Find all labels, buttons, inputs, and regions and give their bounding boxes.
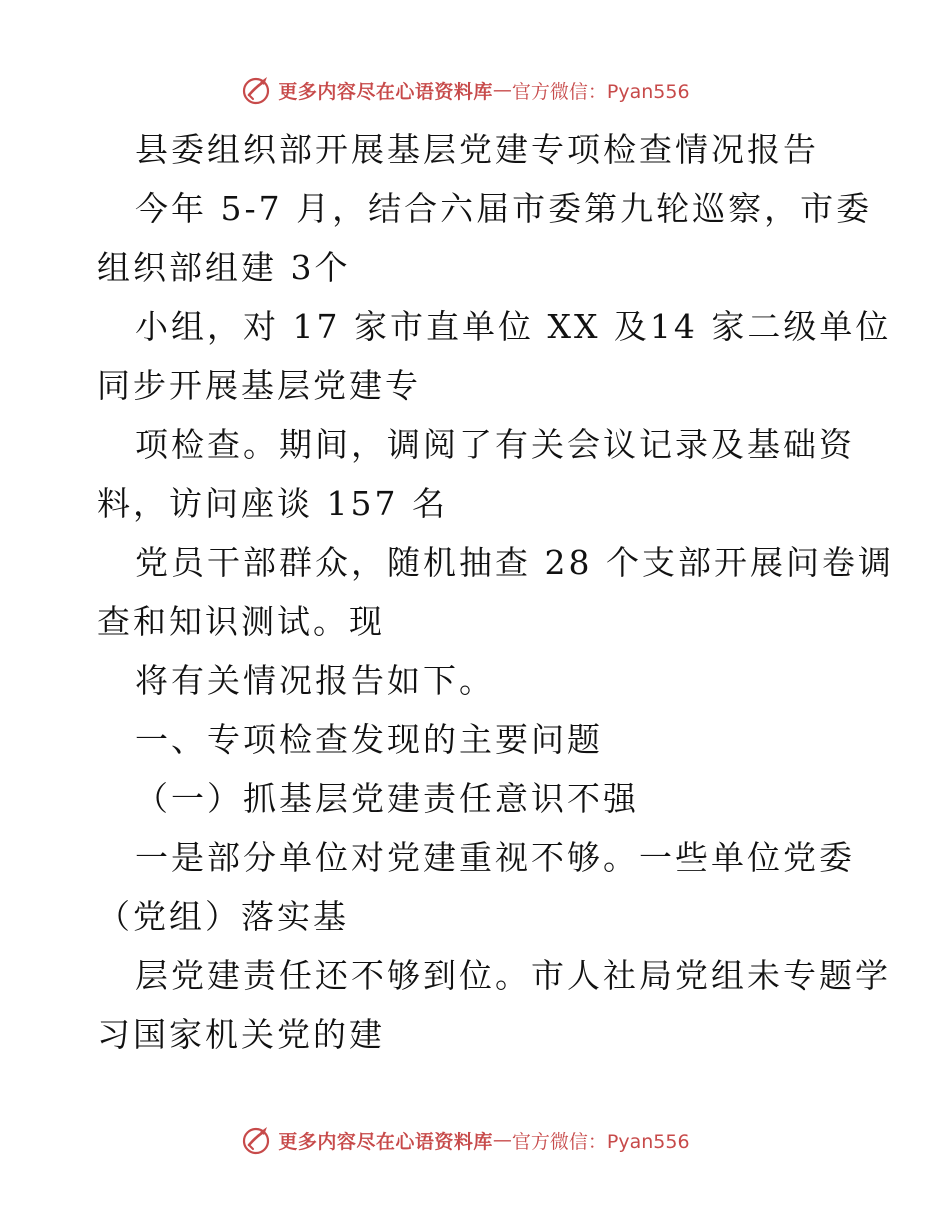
watermark-contact-text: 官方微信：Pyan556 bbox=[511, 80, 690, 103]
watermark-separator: — bbox=[492, 1129, 512, 1151]
paragraph-line: 查和知识测试。现 bbox=[97, 602, 385, 641]
paragraph-line: 料，访问座谈 157 名 bbox=[97, 484, 448, 523]
section-heading: 一、专项检查发现的主要问题 bbox=[135, 720, 603, 759]
footer-watermark bbox=[0, 1120, 950, 1160]
document-title: 县委组织部开展基层党建专项检查情况报告 bbox=[135, 130, 819, 169]
paragraph-line: 党员干部群众，随机抽查 28 个支部开展问卷调 bbox=[135, 543, 894, 582]
paragraph-line: 一是部分单位对党建重视不够。一些单位党委 bbox=[135, 838, 855, 877]
paragraph-line: 小组，对 17 家市直单位 XX 及14 家二级单位 bbox=[135, 307, 892, 346]
document-body bbox=[97, 120, 894, 1064]
paragraph-line: 项检查。期间，调阅了有关会议记录及基础资 bbox=[135, 425, 855, 464]
watermark-site-text: 更多内容尽在心语资料库 bbox=[278, 80, 493, 103]
paragraph-line: （党组）落实基 bbox=[97, 897, 349, 936]
paragraph-line: 组织部组建 3个 bbox=[97, 248, 351, 287]
book-quill-logo-icon bbox=[240, 1124, 272, 1156]
header-watermark bbox=[0, 70, 950, 110]
watermark-contact-text: 官方微信：Pyan556 bbox=[511, 1130, 690, 1153]
paragraph-line: 今年 5-7 月，结合六届市委第九轮巡察，市委 bbox=[135, 189, 873, 228]
subsection-heading: （一）抓基层党建责任意识不强 bbox=[135, 779, 639, 818]
paragraph-line: 同步开展基层党建专 bbox=[97, 366, 421, 405]
book-quill-logo-icon bbox=[240, 74, 272, 106]
watermark-separator: — bbox=[492, 79, 512, 101]
paragraph-line: 将有关情况报告如下。 bbox=[135, 661, 495, 700]
watermark-site-text: 更多内容尽在心语资料库 bbox=[278, 1130, 493, 1153]
paragraph-line: 层党建责任还不够到位。市人社局党组未专题学 bbox=[135, 956, 891, 995]
paragraph-line: 习国家机关党的建 bbox=[97, 1015, 385, 1054]
